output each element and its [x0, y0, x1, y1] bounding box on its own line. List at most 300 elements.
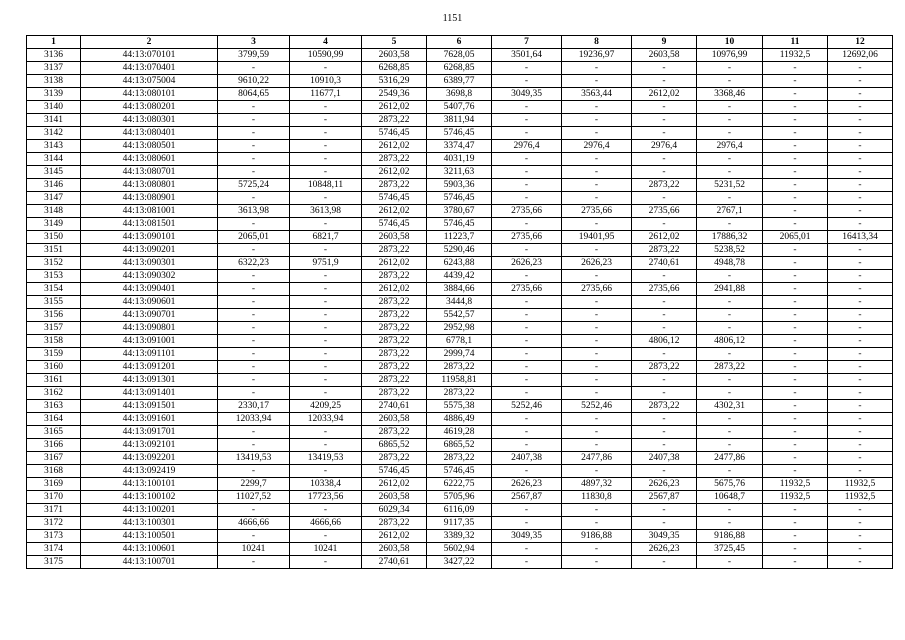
table-cell: 5316,29 [362, 75, 427, 88]
table-cell: - [632, 114, 697, 127]
table-cell: - [763, 296, 828, 309]
table-row [27, 127, 893, 140]
table-cell: - [290, 530, 362, 543]
table-cell: 2612,02 [362, 101, 427, 114]
table-cell: 2330,17 [218, 400, 290, 413]
table-cell: - [632, 62, 697, 75]
table-cell: - [562, 192, 632, 205]
table-cell: 6322,23 [218, 257, 290, 270]
table-cell: 3501,64 [492, 49, 562, 62]
table-cell: - [492, 179, 562, 192]
table-cell: - [218, 322, 290, 335]
table-cell: 44:13:090201 [81, 244, 218, 257]
table-cell: - [763, 335, 828, 348]
table-cell: 3172 [27, 517, 81, 530]
table-row [27, 400, 893, 413]
column-header: 6 [427, 36, 492, 49]
table-cell: 3049,35 [632, 530, 697, 543]
table-cell: 44:13:091401 [81, 387, 218, 400]
table-cell: - [562, 127, 632, 140]
table-cell: 3166 [27, 439, 81, 452]
table-cell: 5725,24 [218, 179, 290, 192]
table-cell: 2735,66 [632, 283, 697, 296]
table-cell: 4897,32 [562, 478, 632, 491]
table-cell: - [632, 309, 697, 322]
table-cell: - [697, 517, 763, 530]
column-header: 1 [27, 36, 81, 49]
table-cell: 3158 [27, 335, 81, 348]
table-cell: - [492, 296, 562, 309]
table-cell: 5602,94 [427, 543, 492, 556]
table-cell: 17886,32 [697, 231, 763, 244]
table-cell: - [828, 192, 893, 205]
table-cell: - [218, 556, 290, 569]
table-cell: 3151 [27, 244, 81, 257]
table-cell: 2873,22 [362, 296, 427, 309]
table-cell: 44:13:091001 [81, 335, 218, 348]
table-header-row [27, 36, 893, 49]
table-cell: 44:13:090701 [81, 309, 218, 322]
table-cell: 2735,66 [492, 231, 562, 244]
table-cell: - [492, 348, 562, 361]
table-cell: - [492, 361, 562, 374]
table-cell: 3155 [27, 296, 81, 309]
table-cell: - [632, 153, 697, 166]
table-cell: 3137 [27, 62, 81, 75]
table-cell: - [290, 218, 362, 231]
table-cell: 6389,77 [427, 75, 492, 88]
table-cell: 3174 [27, 543, 81, 556]
table-cell: - [763, 361, 828, 374]
table-cell: - [763, 283, 828, 296]
table-cell: 2626,23 [492, 257, 562, 270]
table-cell: - [763, 309, 828, 322]
table-cell: - [828, 426, 893, 439]
table-cell: 3139 [27, 88, 81, 101]
table-cell: 4031,19 [427, 153, 492, 166]
table-cell: 44:13:091101 [81, 348, 218, 361]
table-cell: - [632, 517, 697, 530]
table-cell: 2873,22 [632, 179, 697, 192]
table-cell: 2477,86 [562, 452, 632, 465]
table-cell: 2612,02 [362, 166, 427, 179]
table-cell: 44:13:091701 [81, 426, 218, 439]
table-cell: - [632, 348, 697, 361]
table-cell: 2873,22 [427, 452, 492, 465]
table-cell: - [828, 257, 893, 270]
table-cell: 5575,38 [427, 400, 492, 413]
table-cell: 2603,58 [362, 491, 427, 504]
table-cell: 11830,8 [562, 491, 632, 504]
table-cell: - [632, 504, 697, 517]
table-cell: - [218, 387, 290, 400]
table-cell: - [763, 400, 828, 413]
table-cell: - [828, 127, 893, 140]
table-cell: 5746,45 [427, 218, 492, 231]
table-cell: - [828, 556, 893, 569]
table-cell: 3144 [27, 153, 81, 166]
table-cell: - [290, 153, 362, 166]
table-cell: 4439,42 [427, 270, 492, 283]
table-cell: 7628,05 [427, 49, 492, 62]
table-cell: - [828, 452, 893, 465]
table-cell: 2976,4 [697, 140, 763, 153]
table-cell: - [218, 127, 290, 140]
table-cell: 2873,22 [362, 517, 427, 530]
table-cell: - [828, 101, 893, 114]
table-cell: 2873,22 [362, 114, 427, 127]
table-cell: 10338,4 [290, 478, 362, 491]
table-cell: - [290, 426, 362, 439]
table-cell: - [697, 166, 763, 179]
table-cell: - [562, 426, 632, 439]
table-cell: 2612,02 [632, 231, 697, 244]
table-cell: - [697, 322, 763, 335]
table-cell: - [562, 270, 632, 283]
table-cell: 3152 [27, 257, 81, 270]
table-cell: 2603,58 [362, 49, 427, 62]
table-row [27, 62, 893, 75]
table-cell: - [562, 62, 632, 75]
table-cell: 5746,45 [427, 465, 492, 478]
table-cell: - [763, 179, 828, 192]
table-cell: - [697, 556, 763, 569]
table-cell: - [562, 153, 632, 166]
table-cell: - [697, 348, 763, 361]
table-cell: 2873,22 [697, 361, 763, 374]
table-cell: 2626,23 [632, 478, 697, 491]
table-row [27, 478, 893, 491]
column-header: 7 [492, 36, 562, 49]
table-cell: 6243,88 [427, 257, 492, 270]
table-cell: 3175 [27, 556, 81, 569]
table-cell: - [290, 556, 362, 569]
table-cell: - [697, 270, 763, 283]
table-cell: 44:13:080301 [81, 114, 218, 127]
table-cell: - [218, 153, 290, 166]
table-cell: 44:13:070401 [81, 62, 218, 75]
table-cell: 5746,45 [362, 127, 427, 140]
table-cell: 11932,5 [828, 478, 893, 491]
table-row [27, 335, 893, 348]
table-cell: 2407,38 [492, 452, 562, 465]
table-cell: 2567,87 [492, 491, 562, 504]
column-header: 11 [763, 36, 828, 49]
table-cell: 44:13:100201 [81, 504, 218, 517]
table-cell: 3153 [27, 270, 81, 283]
table-cell: - [290, 166, 362, 179]
table-cell: - [562, 348, 632, 361]
table-cell: 44:13:080801 [81, 179, 218, 192]
table-cell: - [290, 309, 362, 322]
table-cell: - [218, 62, 290, 75]
table-cell: - [562, 374, 632, 387]
table-cell: 44:13:092201 [81, 452, 218, 465]
table-cell: - [562, 75, 632, 88]
table-row [27, 491, 893, 504]
table-row [27, 257, 893, 270]
table-row [27, 114, 893, 127]
table-row [27, 88, 893, 101]
table-cell: 6865,52 [427, 439, 492, 452]
table-cell: 2873,22 [362, 179, 427, 192]
table-cell: - [763, 153, 828, 166]
table-cell: 2612,02 [362, 257, 427, 270]
table-cell: - [763, 348, 828, 361]
table-cell: 5675,76 [697, 478, 763, 491]
table-cell: - [218, 426, 290, 439]
table-cell: - [290, 439, 362, 452]
table-cell: - [290, 361, 362, 374]
table-cell: - [492, 101, 562, 114]
table-cell: - [697, 127, 763, 140]
table-row [27, 244, 893, 257]
table-row [27, 296, 893, 309]
table-cell: - [218, 361, 290, 374]
table-cell: - [492, 192, 562, 205]
table-cell: 2612,02 [362, 205, 427, 218]
table-cell: - [828, 114, 893, 127]
table-cell: - [290, 62, 362, 75]
table-cell: - [218, 166, 290, 179]
table-cell: 6865,52 [362, 439, 427, 452]
table-cell: - [492, 517, 562, 530]
table-cell: 44:13:070101 [81, 49, 218, 62]
table-cell: - [697, 101, 763, 114]
table-cell: 2735,66 [492, 205, 562, 218]
table-cell: - [763, 465, 828, 478]
table-cell: - [218, 218, 290, 231]
table-cell: - [697, 426, 763, 439]
table-cell: - [632, 218, 697, 231]
table-cell: - [218, 270, 290, 283]
table-cell: - [492, 387, 562, 400]
table-cell: 4806,12 [632, 335, 697, 348]
table-cell: - [763, 504, 828, 517]
table-cell: - [763, 88, 828, 101]
table-cell: - [697, 504, 763, 517]
table-cell: 6268,85 [427, 62, 492, 75]
table-cell: 5407,76 [427, 101, 492, 114]
table-cell: - [828, 166, 893, 179]
table-cell: 44:13:080601 [81, 153, 218, 166]
table-cell: 2740,61 [362, 400, 427, 413]
table-row [27, 153, 893, 166]
table-cell: - [562, 517, 632, 530]
table-cell: - [492, 166, 562, 179]
table-cell: 13419,53 [290, 452, 362, 465]
table-cell: - [562, 335, 632, 348]
table-row [27, 166, 893, 179]
table-cell: 19236,97 [562, 49, 632, 62]
table-cell: - [218, 296, 290, 309]
table-cell: 2549,36 [362, 88, 427, 101]
table-row [27, 413, 893, 426]
table-cell: 44:13:091301 [81, 374, 218, 387]
table-row [27, 465, 893, 478]
table-cell: - [562, 387, 632, 400]
table-cell: 9186,88 [562, 530, 632, 543]
table-row [27, 374, 893, 387]
table-cell: 2612,02 [362, 530, 427, 543]
table-cell: 2976,4 [632, 140, 697, 153]
table-cell: - [218, 374, 290, 387]
table-cell: - [290, 348, 362, 361]
table-cell: - [218, 439, 290, 452]
table-cell: 2735,66 [562, 205, 632, 218]
table-cell: - [632, 387, 697, 400]
table-row [27, 205, 893, 218]
table-cell: - [492, 309, 562, 322]
table-cell: - [697, 309, 763, 322]
table-cell: - [828, 62, 893, 75]
table-cell: - [697, 374, 763, 387]
table-cell: 44:13:080101 [81, 88, 218, 101]
table-cell: 17723,56 [290, 491, 362, 504]
table-cell: - [290, 101, 362, 114]
table-cell: 3168 [27, 465, 81, 478]
table-cell: 3368,46 [697, 88, 763, 101]
table-cell: 11932,5 [828, 491, 893, 504]
table-cell: - [763, 556, 828, 569]
table-cell: - [290, 504, 362, 517]
table-cell: - [763, 439, 828, 452]
table-cell: 44:13:090401 [81, 283, 218, 296]
column-header: 4 [290, 36, 362, 49]
table-cell: 2873,22 [362, 153, 427, 166]
table-cell: - [828, 205, 893, 218]
table-cell: 44:13:092101 [81, 439, 218, 452]
table-cell: 3164 [27, 413, 81, 426]
table-cell: - [632, 322, 697, 335]
table-cell: 9117,35 [427, 517, 492, 530]
table-cell: - [492, 114, 562, 127]
table-cell: - [218, 244, 290, 257]
table-cell: 3150 [27, 231, 81, 244]
table-row [27, 504, 893, 517]
table-cell: 3162 [27, 387, 81, 400]
table-cell: - [697, 75, 763, 88]
table-cell: - [492, 270, 562, 283]
table-cell: - [828, 75, 893, 88]
table-cell: 2873,22 [427, 361, 492, 374]
table-cell: 4666,66 [290, 517, 362, 530]
table-cell: - [562, 114, 632, 127]
table-cell: - [492, 543, 562, 556]
table-row [27, 530, 893, 543]
table-row [27, 283, 893, 296]
table-cell: 12692,06 [828, 49, 893, 62]
table-cell: 2407,38 [632, 452, 697, 465]
table-cell: 3156 [27, 309, 81, 322]
table-cell: 9751,9 [290, 257, 362, 270]
table-cell: 2603,58 [362, 543, 427, 556]
table-cell: - [562, 166, 632, 179]
table-cell: 2626,23 [492, 478, 562, 491]
table-cell: 10241 [218, 543, 290, 556]
table-cell: 3780,67 [427, 205, 492, 218]
table-cell: - [632, 426, 697, 439]
table-cell: - [290, 127, 362, 140]
table-cell: 2603,58 [632, 49, 697, 62]
table-cell: - [492, 504, 562, 517]
table-cell: 3613,98 [218, 205, 290, 218]
table-cell: 3149 [27, 218, 81, 231]
table-cell: 3161 [27, 374, 81, 387]
table-cell: 3159 [27, 348, 81, 361]
table-cell: - [763, 426, 828, 439]
table-cell: 6029,34 [362, 504, 427, 517]
table-body [27, 49, 893, 569]
table-row [27, 101, 893, 114]
table-cell: 6778,1 [427, 335, 492, 348]
table-cell: 12033,94 [218, 413, 290, 426]
table-cell: - [828, 153, 893, 166]
table-cell: 16413,34 [828, 231, 893, 244]
table-cell: 5746,45 [362, 192, 427, 205]
table-cell: - [763, 244, 828, 257]
table-cell: 3169 [27, 478, 81, 491]
table-cell: - [763, 374, 828, 387]
table-cell: 4806,12 [697, 335, 763, 348]
table-cell: 2477,86 [697, 452, 763, 465]
column-header: 2 [81, 36, 218, 49]
table-cell: 5746,45 [362, 218, 427, 231]
table-cell: 2065,01 [763, 231, 828, 244]
table-cell: 11958,81 [427, 374, 492, 387]
table-cell: 2740,61 [632, 257, 697, 270]
table-row [27, 348, 893, 361]
table-cell: 3049,35 [492, 530, 562, 543]
table-cell: - [828, 361, 893, 374]
table-cell: - [828, 244, 893, 257]
table-cell: - [218, 309, 290, 322]
table-cell: 6116,09 [427, 504, 492, 517]
table-cell: 11223,7 [427, 231, 492, 244]
table-cell: - [828, 348, 893, 361]
table-cell: 44:13:091501 [81, 400, 218, 413]
table-cell: - [218, 140, 290, 153]
column-header: 12 [828, 36, 893, 49]
table-cell: 44:13:081501 [81, 218, 218, 231]
table-cell: 44:13:090801 [81, 322, 218, 335]
table-cell: - [218, 530, 290, 543]
table-cell: 2873,22 [632, 244, 697, 257]
table-cell: - [492, 465, 562, 478]
table-cell: 3049,35 [492, 88, 562, 101]
table-cell: - [492, 374, 562, 387]
column-header: 8 [562, 36, 632, 49]
table-row [27, 452, 893, 465]
table-cell: 19401,95 [562, 231, 632, 244]
table-cell: - [828, 387, 893, 400]
table-cell: 3140 [27, 101, 81, 114]
table-cell: - [492, 426, 562, 439]
table-cell: - [492, 322, 562, 335]
table-cell: 4209,25 [290, 400, 362, 413]
table-cell: 44:13:075004 [81, 75, 218, 88]
table-cell: 3143 [27, 140, 81, 153]
table-cell: 44:13:090302 [81, 270, 218, 283]
table-cell: - [632, 296, 697, 309]
table-cell: 4666,66 [218, 517, 290, 530]
table-cell: 10590,99 [290, 49, 362, 62]
table-cell: 10976,99 [697, 49, 763, 62]
table-cell: - [562, 309, 632, 322]
table-cell: 11932,5 [763, 49, 828, 62]
table-cell: 3160 [27, 361, 81, 374]
table-cell: 5238,52 [697, 244, 763, 257]
